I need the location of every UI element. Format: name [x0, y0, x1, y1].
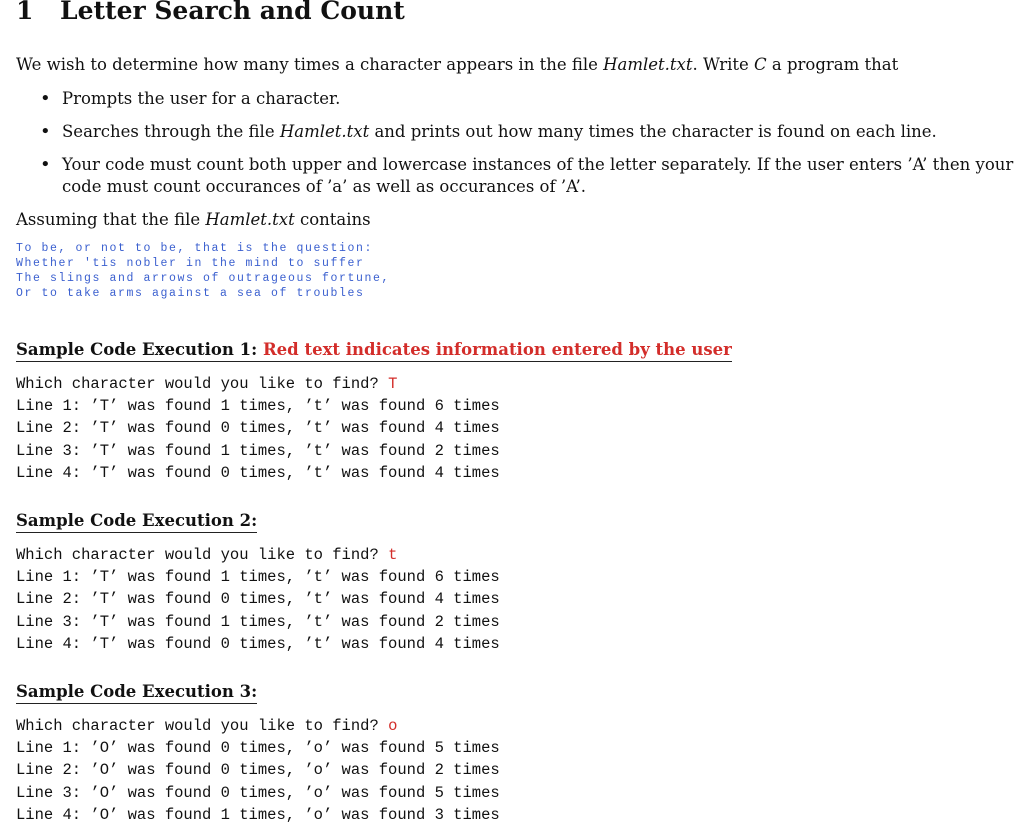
execution-note: Red text indicates information entered by the user — [262, 340, 732, 359]
requirement-filename: Hamlet.txt — [279, 122, 370, 141]
execution-heading-text: Sample Code Execution 3: — [16, 682, 258, 701]
assumption-text: Assuming that the file — [16, 210, 206, 229]
hamlet-excerpt — [16, 241, 390, 301]
execution-output — [16, 715, 500, 826]
requirement-item — [38, 121, 1018, 143]
assumption-text: contains — [294, 210, 371, 229]
execution-user-input: T — [388, 375, 398, 393]
section-title — [16, 0, 405, 25]
assumption-filename: Hamlet.txt — [205, 210, 295, 229]
execution-line: Line 2: ’O’ was found 0 times, ’o’ was found 2 times — [16, 761, 500, 780]
execution-line: Line 4: ’O’ was found 1 times, ’o’ was found 3 times — [16, 805, 500, 824]
execution-heading — [16, 682, 257, 704]
execution-output — [16, 373, 500, 484]
execution-line: Line 2: ’T’ was found 0 times, ’t’ was found 4 times — [16, 419, 500, 438]
requirement-item — [38, 88, 1018, 110]
requirement-text: Prompts the user for a character. — [62, 89, 341, 108]
execution-heading-text: Sample Code Execution 2: — [16, 511, 258, 530]
execution-user-input: o — [388, 717, 398, 735]
execution-heading-text: Sample Code Execution 1: — [16, 340, 258, 359]
intro-text: a program that — [766, 55, 899, 74]
execution-line: Line 3: ’T’ was found 1 times, ’t’ was found 2 times — [16, 441, 500, 460]
requirement-item — [38, 154, 1018, 198]
intro-paragraph — [16, 55, 898, 74]
execution-line: Line 2: ’T’ was found 0 times, ’t’ was found 4 times — [16, 590, 500, 609]
execution-line: Line 4: ’T’ was found 0 times, ’t’ was found 4 times — [16, 634, 500, 653]
requirements-list — [38, 88, 1018, 209]
execution-heading — [16, 511, 257, 533]
execution-heading — [16, 340, 732, 362]
assumption-paragraph — [16, 210, 371, 229]
execution-line: Line 1: ’O’ was found 0 times, ’o’ was found 5 times — [16, 739, 500, 758]
hamlet-line: The slings and arrows of outrageous fortune, — [16, 272, 391, 285]
execution-prompt: Which character would you like to find? — [16, 717, 389, 735]
execution-prompt: Which character would you like to find? — [16, 546, 389, 564]
execution-prompt: Which character would you like to find? — [16, 375, 389, 393]
section-number: 1 — [16, 0, 34, 25]
hamlet-line: Or to take arms against a sea of troubles — [16, 287, 365, 300]
hamlet-line: To be, or not to be, that is the question: — [16, 242, 374, 255]
intro-filename: Hamlet.txt — [603, 55, 693, 74]
intro-language: C — [754, 55, 767, 74]
requirement-text: Searches through the file — [62, 122, 280, 141]
intro-text: We wish to determine how many times a character appears in the file — [16, 55, 604, 74]
intro-text: . Write — [692, 55, 755, 74]
requirement-text: Your code must count both upper and lowercase instances of the letter separately. If the user enters ’A’ then your code must count occurances of ’a’ as well as occurances of ’A’. — [62, 155, 1014, 196]
execution-line: Line 1: ’T’ was found 1 times, ’t’ was found 6 times — [16, 568, 500, 587]
requirement-text: and prints out how many times the character is found on each line. — [369, 122, 937, 141]
execution-user-input: t — [388, 546, 398, 564]
execution-line: Line 1: ’T’ was found 1 times, ’t’ was found 6 times — [16, 397, 500, 416]
execution-output — [16, 544, 500, 655]
hamlet-line: Whether 'tis nobler in the mind to suffer — [16, 257, 365, 270]
execution-line: Line 3: ’O’ was found 0 times, ’o’ was found 5 times — [16, 783, 500, 802]
execution-line: Line 4: ’T’ was found 0 times, ’t’ was found 4 times — [16, 463, 500, 482]
execution-line: Line 3: ’T’ was found 1 times, ’t’ was found 2 times — [16, 612, 500, 631]
section-title-text: Letter Search and Count — [60, 0, 405, 25]
